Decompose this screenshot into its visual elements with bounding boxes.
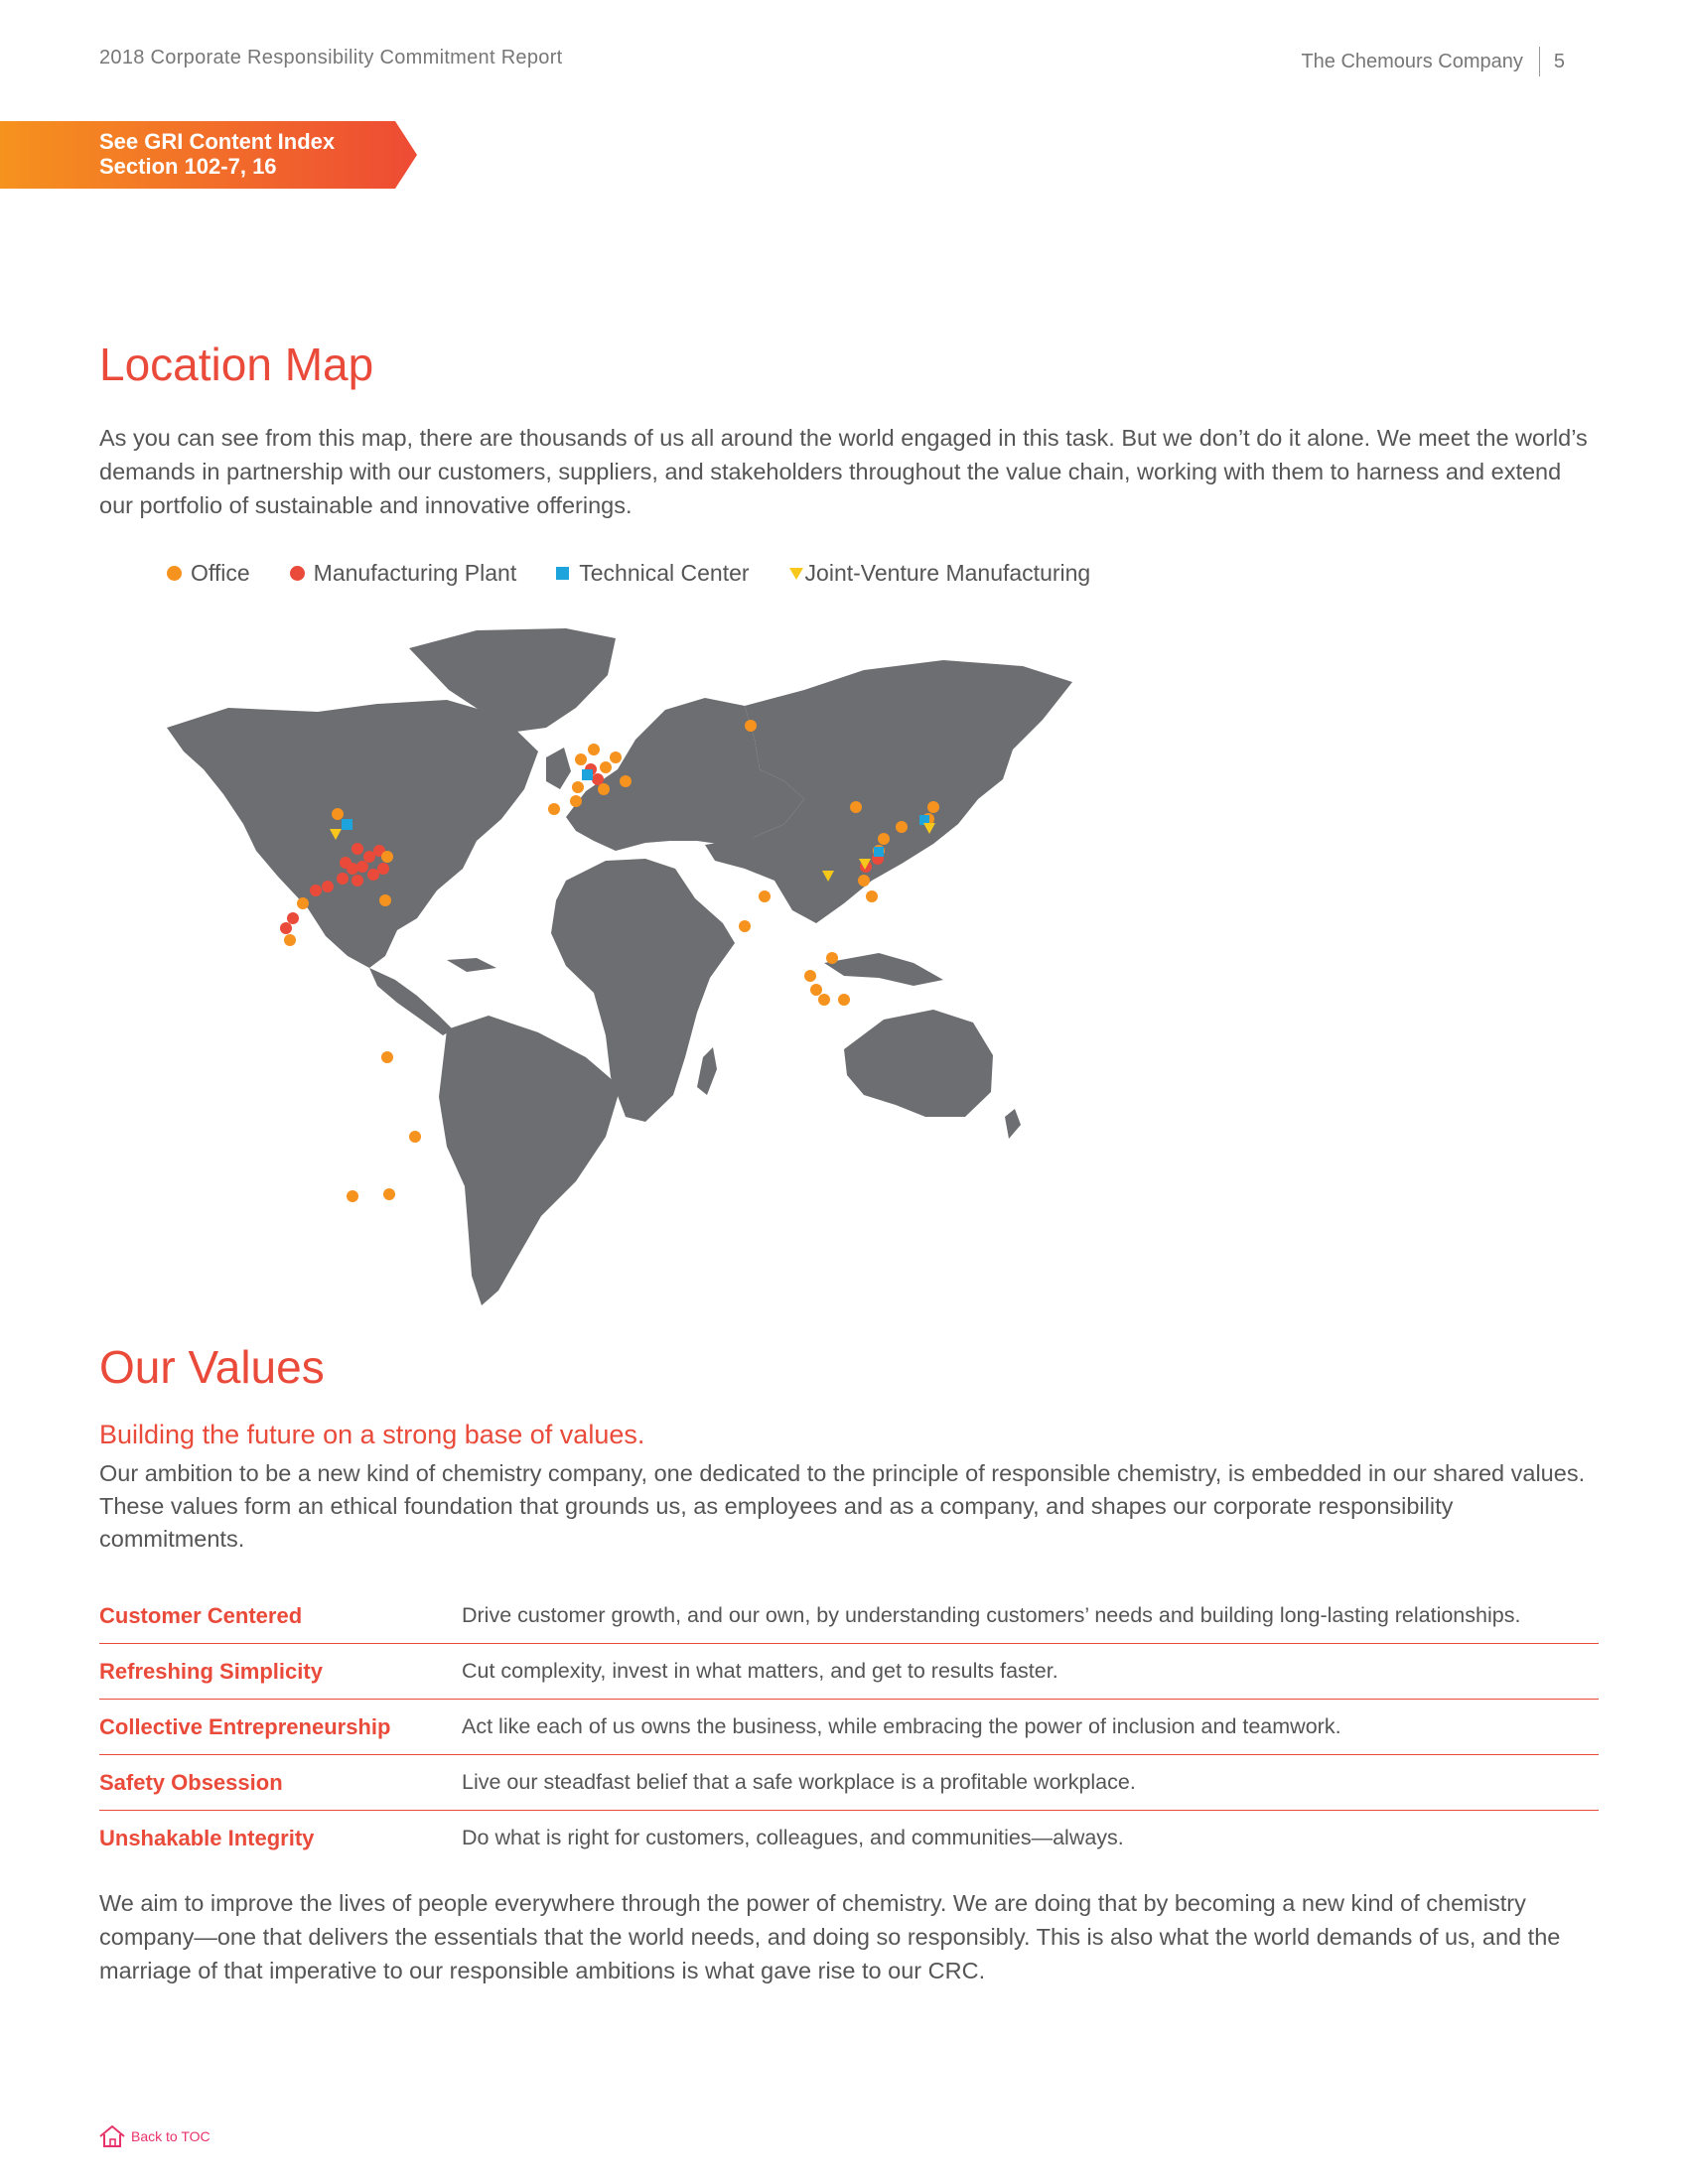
south-america-landmass — [439, 1016, 621, 1305]
australia-landmass — [844, 1010, 993, 1117]
new-zealand-landmass — [1005, 1109, 1021, 1139]
our-values-intro: Our ambition to be a new kind of chemistry company, one dedicated to the principle of responsible chemistry, is embedded in our shared values. These values form an ethical foundation that grounds us, as employees and as a company, and shapes our corporate responsibility commitments. — [99, 1460, 1586, 1552]
value-name: Unshakable Integrity — [99, 1825, 315, 1850]
our-values-closing: We aim to improve the lives of people everywhere through the power of chemistry. We are doing that by becoming a new kind of chemistry company—one that delivers the essentials that the world needs, and doing so responsibly. This is also what the world demands of us, and the marriage of that imperative to our responsible ambitions is what gave rise to our CRC. — [99, 1890, 1561, 1983]
gri-tab-line2: Section 102-7, 16 — [99, 154, 277, 179]
page-number: 5 — [1553, 50, 1565, 72]
location-map-intro: As you can see from this map, there are thousands of us all around the world engaged in this task. But we don’t do it alone. We meet the world’s demands in partnership with our customers, suppliers, and stakeholders throughout the value chain, working with them to harness and extend our portfolio of sustainable and innovative offerings. — [99, 425, 1588, 518]
value-description: Live our steadfast belief that a safe workplace is a profitable workplace. — [462, 1770, 1136, 1794]
report-title: 2018 Corporate Responsibility Commitment Report — [99, 47, 563, 68]
header-right — [1301, 47, 1565, 76]
north-america-landmass — [167, 700, 538, 968]
value-row — [99, 1588, 1599, 1644]
madagascar-landmass — [697, 1047, 717, 1095]
joint-venture-marker-icon — [789, 568, 803, 580]
technical-center-marker-icon — [556, 567, 569, 580]
company-name: The Chemours Company — [1301, 50, 1523, 72]
gri-content-index-tab[interactable] — [0, 121, 417, 189]
value-description: Cut complexity, invest in what matters, and get to results faster. — [462, 1659, 1058, 1683]
central-america-landmass — [369, 968, 453, 1035]
location-map-title: Location Map — [99, 339, 374, 390]
header-divider — [1539, 47, 1540, 76]
uk-landmass — [546, 748, 571, 789]
back-to-toc-label: Back to TOC — [131, 2128, 211, 2144]
legend-manufacturing-plant: Manufacturing Plant — [290, 560, 517, 587]
gri-tab-line1: See GRI Content Index — [99, 129, 336, 154]
value-row — [99, 1700, 1599, 1755]
our-values-title: Our Values — [99, 1341, 325, 1393]
legend-office: Office — [167, 560, 250, 587]
home-icon — [97, 2123, 127, 2149]
continents — [167, 628, 1072, 1305]
value-description: Act like each of us owns the business, while embracing the power of inclusion and teamwork. — [462, 1714, 1341, 1738]
plant-marker-icon — [290, 566, 305, 581]
value-name: Safety Obsession — [99, 1769, 283, 1795]
value-row — [99, 1644, 1599, 1700]
legend-technical-center: Technical Center — [556, 560, 749, 587]
value-row — [99, 1811, 1599, 1865]
se-asia-islands — [824, 953, 943, 986]
value-name: Refreshing Simplicity — [99, 1658, 323, 1684]
office-marker-icon — [167, 566, 182, 581]
caribbean-landmass — [447, 958, 496, 972]
our-values-subtitle: Building the future on a strong base of values. — [99, 1420, 645, 1449]
value-name: Customer Centered — [99, 1602, 303, 1628]
value-description: Drive customer growth, and our own, by understanding customers’ needs and building long-lasting relationships. — [462, 1603, 1521, 1627]
legend-joint-venture: Joint-Venture Manufacturing — [789, 560, 1091, 587]
value-description: Do what is right for customers, colleagues, and communities—always. — [462, 1826, 1124, 1849]
back-to-toc-link[interactable] — [97, 2123, 211, 2149]
world-map — [149, 620, 1460, 1315]
map-legend — [167, 560, 1130, 587]
value-name: Collective Entrepreneurship — [99, 1713, 391, 1739]
values-table — [99, 1588, 1599, 1865]
value-row — [99, 1755, 1599, 1811]
